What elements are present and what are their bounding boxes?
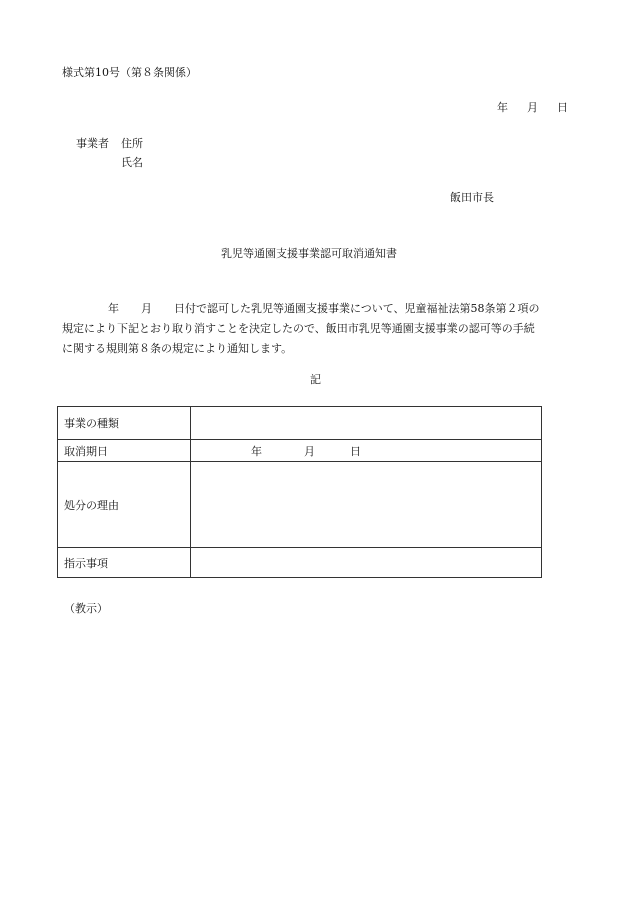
row-value-instructions [191,548,542,578]
row-label-cancel-date: 取消期日 [58,440,191,462]
body-year: 年 [108,302,119,315]
body-line-3: に関する規則第８条の規定により通知します。 [62,342,293,355]
notice-table [57,406,542,578]
record-heading: 記 [310,373,321,386]
footer-note: （教示） [64,602,108,615]
table-row [58,548,542,578]
body-month: 月 [141,302,152,315]
date-day-label: 日 [557,101,568,114]
row-value-cancel-date [191,440,542,462]
date-year-label: 年 [497,101,508,114]
date-month-label: 月 [527,101,538,114]
body-line-1 [62,299,582,319]
document-title: 乳児等通園支援事業認可取消通知書 [221,247,397,260]
row-label-instructions: 指示事項 [58,548,191,578]
table-row [58,407,542,440]
applicant-role: 事業者 [76,137,109,150]
row-label-business-type: 事業の種類 [58,407,191,440]
form-number: 様式第10号（第８条関係） [62,66,197,79]
name-label: 氏名 [121,156,143,169]
table-row [58,440,542,462]
issuer: 飯田市長 [450,191,494,204]
row-value-business-type [191,407,542,440]
body-paragraph [62,299,582,359]
row-value-reason [191,462,542,548]
row-label-reason: 処分の理由 [58,462,191,548]
body-line-1-text: 日付で認可した乳児等通園支援事業について、児童福祉法第58条第２項の [174,302,540,315]
body-line-2: 規定により下記とおり取り消すことを決定したので、飯田市乳児等通園支援事業の認可等の手続 [62,322,535,335]
cancel-date-year: 年 [251,444,262,458]
address-label: 住所 [121,137,143,150]
table-row [58,462,542,548]
cancel-date-month: 月 [304,444,315,458]
cancel-date-day: 日 [350,444,361,458]
